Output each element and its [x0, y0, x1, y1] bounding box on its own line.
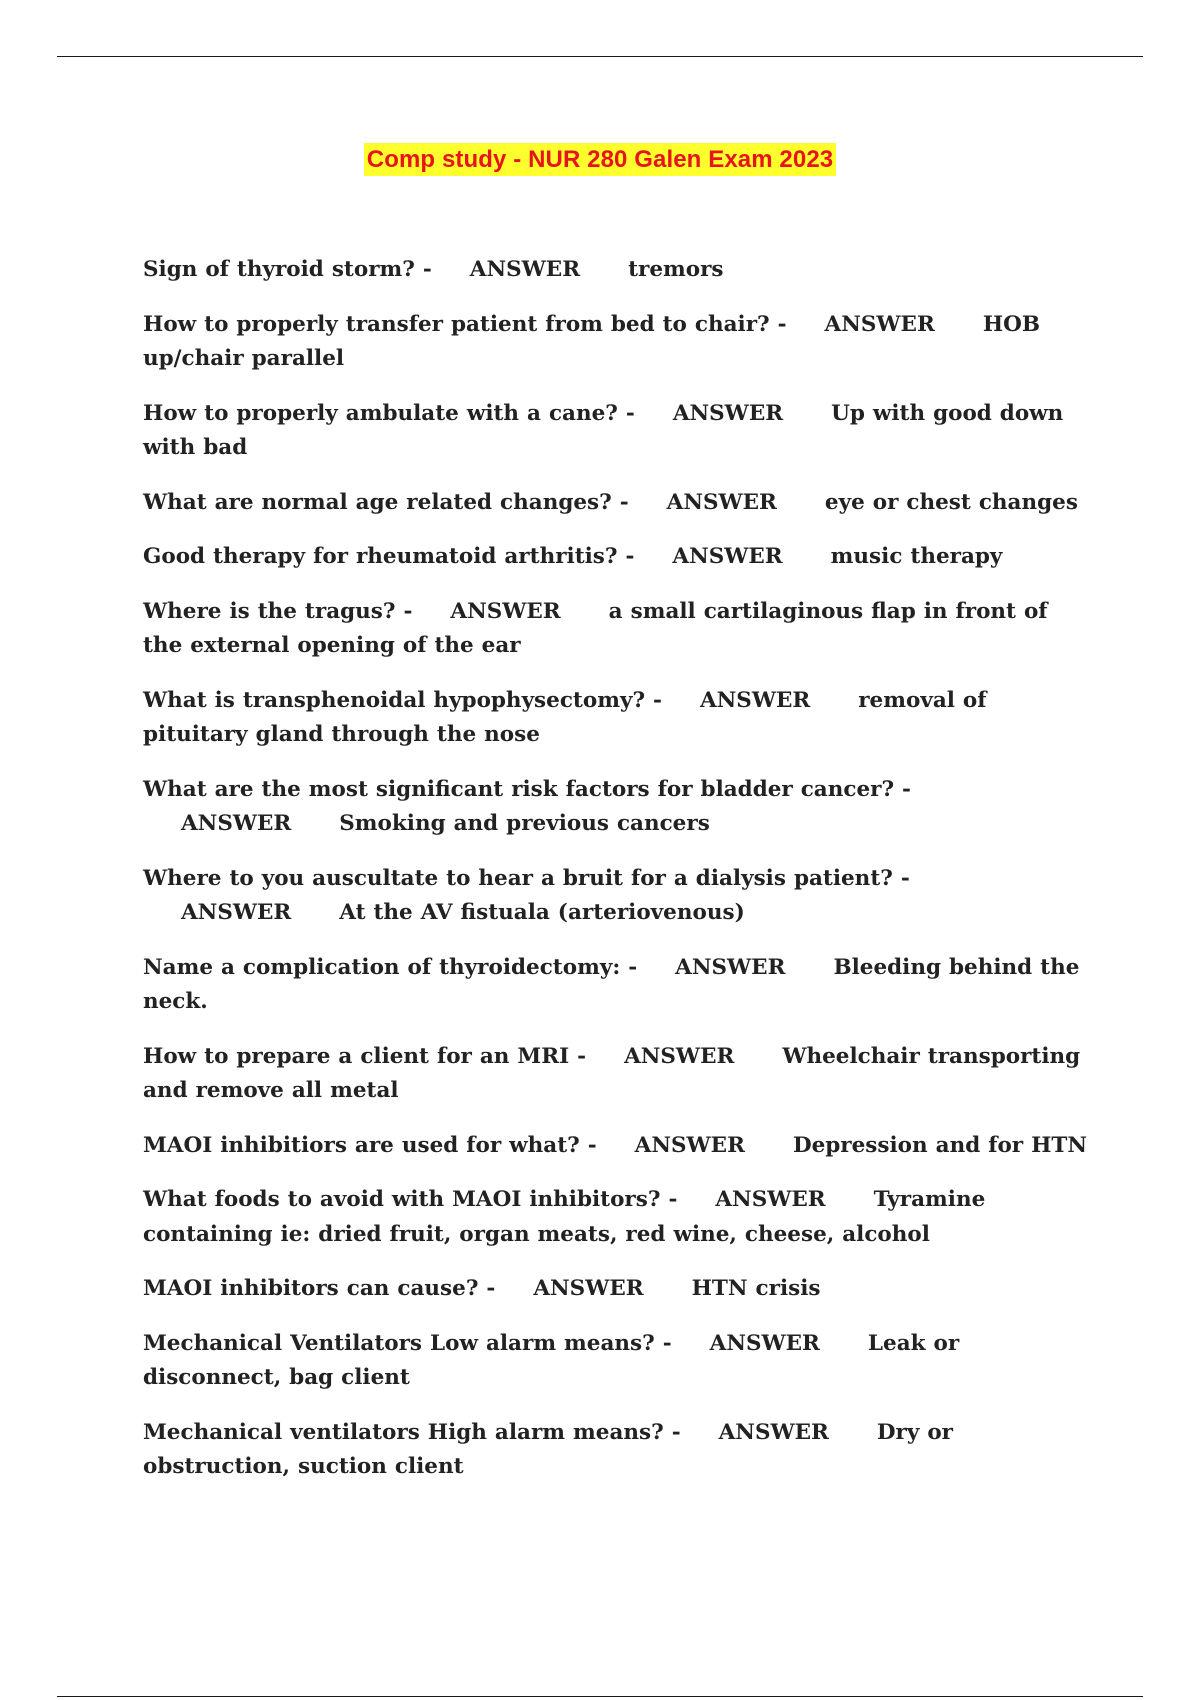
question-text: Good therapy for rheumatoid arthritis? - [143, 544, 635, 569]
answer-label: ANSWER [533, 1276, 644, 1301]
answer-text: eye or chest changes [824, 489, 1078, 515]
question-text: What foods to avoid with MAOI inhibitors? - [143, 1187, 678, 1212]
question-text: MAOI inhibitiors are used for what? - [143, 1132, 597, 1158]
qa-item [143, 595, 1093, 664]
answer-text: Wheelchair transporting and remove all metal [143, 1043, 1081, 1103]
answer-text: Tyramine containing ie: dried fruit, organ meats, red wine, cheese, alcohol [143, 1187, 986, 1247]
qa-item [143, 1272, 1093, 1307]
question-text: Sign of thyroid storm? - [143, 257, 432, 282]
question-text: What are normal age related changes? - [143, 489, 629, 515]
answer-text: Smoking and previous cancers [339, 811, 710, 836]
answer-text: music therapy [830, 544, 1003, 569]
question-text: How to properly transfer patient from bed to chair? - [143, 311, 787, 337]
qa-item [143, 1040, 1093, 1109]
answer-label: ANSWER [634, 1132, 745, 1158]
answer-label: ANSWER [718, 1419, 829, 1445]
answer-label: ANSWER [624, 1043, 735, 1069]
answer-text: Dry or obstruction, suction client [143, 1419, 954, 1479]
answer-text: Up with good down with bad [143, 400, 1064, 460]
qa-list [143, 253, 1093, 1505]
answer-label: ANSWER [675, 954, 786, 980]
qa-item [143, 1129, 1093, 1164]
question-text: Mechanical ventilators High alarm means? - [143, 1419, 681, 1445]
question-text: Mechanical Ventilators Low alarm means? - [143, 1330, 672, 1356]
qa-item [143, 1327, 1093, 1396]
answer-label: ANSWER [469, 257, 581, 282]
qa-item [143, 773, 1093, 842]
qa-item [143, 1183, 1093, 1252]
answer-text: a small cartilaginous flap in front of the external opening of the ear [143, 598, 1048, 658]
answer-label: ANSWER [699, 687, 811, 713]
answer-text: Leak or disconnect, bag client [143, 1330, 960, 1390]
answer-label: ANSWER [824, 311, 935, 337]
answer-text: HTN crisis [691, 1276, 821, 1301]
question-text: What is transphenoidal hypophysectomy? - [143, 687, 662, 713]
qa-item [143, 1416, 1093, 1485]
answer-label: ANSWER [181, 900, 292, 925]
footer-rule [57, 1696, 1143, 1697]
answer-text: Depression and for HTN [792, 1132, 1088, 1158]
answer-text: removal of pituitary gland through the nose [143, 687, 987, 747]
answer-label: ANSWER [672, 400, 784, 426]
answer-text: Bleeding behind the neck. [143, 954, 1080, 1014]
title-container [0, 143, 1200, 176]
qa-item [143, 951, 1093, 1020]
answer-label: ANSWER [715, 1187, 826, 1212]
question-text: What are the most significant risk factors for bladder cancer? - [143, 776, 911, 802]
question-text: Where is the tragus? - [143, 598, 413, 624]
answer-text: tremors [628, 257, 724, 282]
answer-label: ANSWER [672, 544, 783, 569]
qa-item [143, 540, 1093, 575]
question-text: How to properly ambulate with a cane? - [143, 400, 635, 426]
qa-item [143, 486, 1093, 521]
qa-item [143, 862, 1093, 931]
answer-text: HOB up/chair parallel [143, 311, 1041, 371]
header-rule [57, 56, 1143, 57]
qa-item [143, 397, 1093, 466]
qa-item [143, 253, 1093, 288]
question-text: Where to you auscultate to hear a bruit for a dialysis patient? - [143, 865, 910, 891]
question-text: Name a complication of thyroidectomy: - [143, 954, 638, 980]
document-title: Comp study - NUR 280 Galen Exam 2023 [364, 143, 836, 176]
question-text: MAOI inhibitors can cause? - [143, 1276, 496, 1301]
answer-label: ANSWER [181, 811, 292, 836]
question-text: How to prepare a client for an MRI - [143, 1043, 587, 1069]
answer-label: ANSWER [450, 598, 561, 624]
qa-item [143, 684, 1093, 753]
answer-text: At the AV fistuala (arteriovenous) [339, 900, 745, 925]
answer-label: ANSWER [709, 1330, 820, 1356]
answer-label: ANSWER [666, 489, 777, 515]
qa-item [143, 308, 1093, 377]
